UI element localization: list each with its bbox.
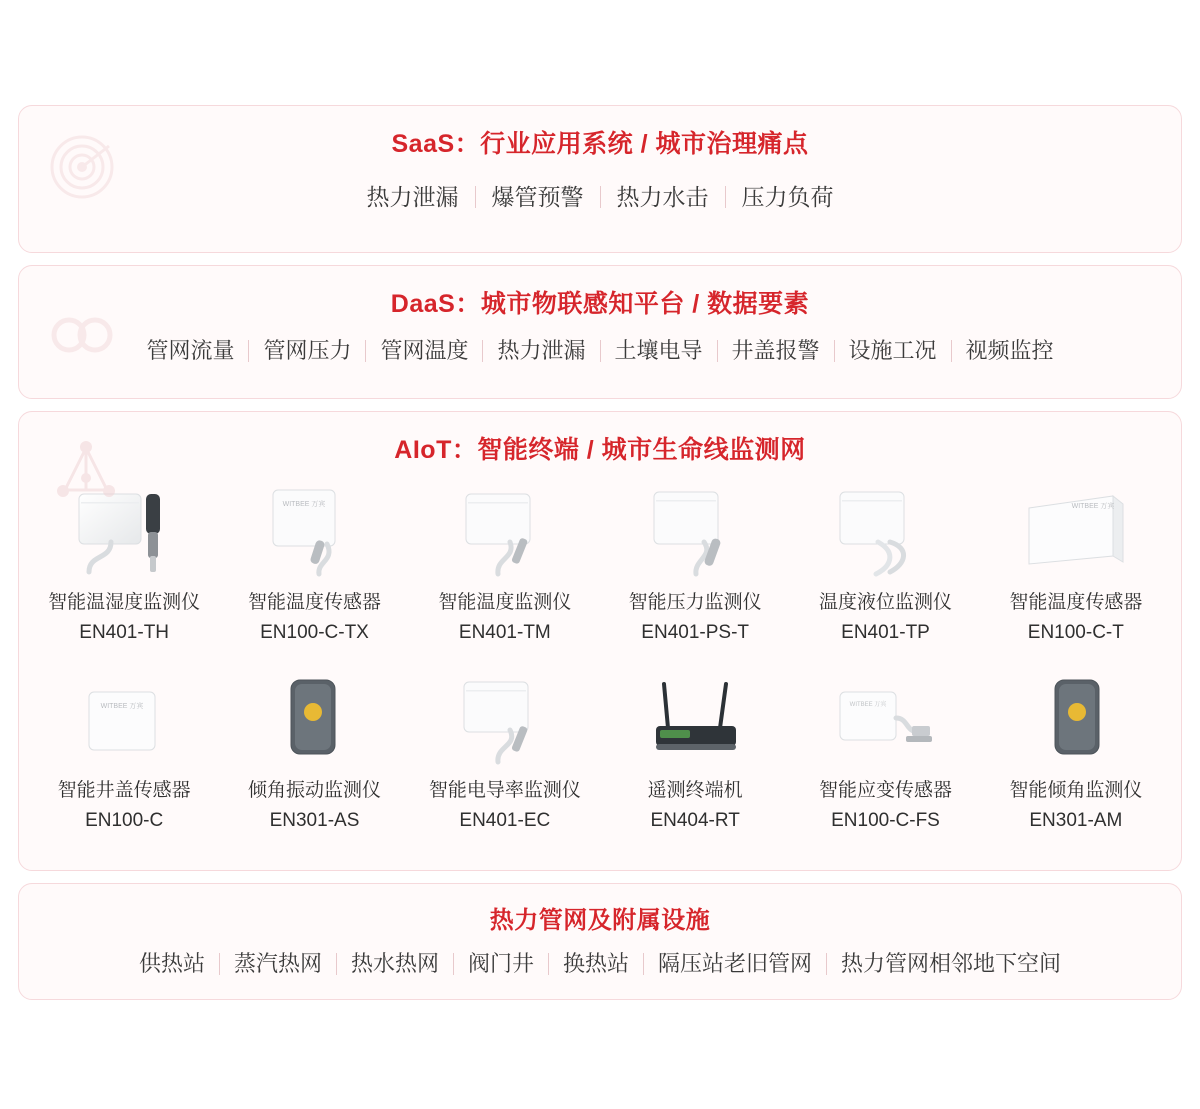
tier-label-daas: DaaS： xyxy=(390,290,481,318)
device-model: EN401-TM xyxy=(458,622,551,643)
device-card[interactable] xyxy=(219,664,409,846)
device-model: EN301-AS xyxy=(269,810,360,831)
device-name: 智能温度监测仪 xyxy=(438,592,572,613)
layer-panel-saas xyxy=(18,105,1182,253)
device-name: 温度液位监测仪 xyxy=(818,592,952,613)
daas-item[interactable]: 热力泄漏 xyxy=(497,338,586,363)
sensor-box-cable-icon xyxy=(412,482,598,578)
device-card[interactable] xyxy=(981,476,1171,658)
device-name: 智能电导率监测仪 xyxy=(428,780,581,801)
layer-panel-infrastructure xyxy=(18,883,1182,1000)
device-model: EN404-RT xyxy=(650,810,740,831)
infra-item-row xyxy=(19,941,1181,999)
tier-label-aiot: AIoT： xyxy=(394,436,478,464)
daas-item[interactable]: 视频监控 xyxy=(965,338,1054,363)
device-model: EN401-TP xyxy=(841,622,930,643)
device-name: 遥测终端机 xyxy=(647,780,743,801)
manhole-sensor-panel-icon xyxy=(31,670,217,766)
device-model: EN100-C-FS xyxy=(831,810,940,831)
title-text-daas: 城市物联感知平台 / 数据要素 xyxy=(480,290,810,318)
infra-item[interactable]: 阀门井 xyxy=(467,951,534,976)
daas-item[interactable]: 设施工况 xyxy=(848,338,937,363)
saas-item[interactable]: 爆管预警 xyxy=(491,184,584,210)
router-antenna-icon xyxy=(602,670,788,766)
saas-item[interactable]: 热力水击 xyxy=(616,184,709,210)
device-name: 智能温度传感器 xyxy=(1009,592,1143,613)
title-text-saas: 行业应用系统 / 城市治理痛点 xyxy=(480,130,809,158)
panel-title-daas xyxy=(19,266,1181,326)
device-model: EN100-C xyxy=(85,810,164,831)
panel-title-aiot xyxy=(19,412,1181,472)
layer-panel-daas xyxy=(18,265,1182,399)
device-card[interactable] xyxy=(981,664,1171,846)
device-grid xyxy=(19,472,1181,850)
device-name: 智能压力监测仪 xyxy=(628,592,762,613)
device-name: 智能温湿度监测仪 xyxy=(48,592,201,613)
saas-item-row xyxy=(19,166,1181,234)
strain-sensor-bracket-icon xyxy=(792,670,978,766)
layer-panel-aiot xyxy=(18,411,1182,871)
device-card[interactable] xyxy=(790,476,980,658)
daas-item[interactable]: 土壤电导 xyxy=(614,338,703,363)
device-name: 倾角振动监测仪 xyxy=(247,780,381,801)
sensor-box-pressure-icon xyxy=(602,482,788,578)
infra-item[interactable]: 蒸汽热网 xyxy=(233,951,322,976)
sensor-thick-panel-icon xyxy=(983,482,1169,578)
saas-item[interactable]: 热力泄漏 xyxy=(366,184,459,210)
device-name: 智能温度传感器 xyxy=(247,592,381,613)
infra-item[interactable]: 热力管网相邻地下空间 xyxy=(841,951,1062,976)
device-card[interactable] xyxy=(410,664,600,846)
daas-item[interactable]: 管网流量 xyxy=(146,338,235,363)
device-model: EN100-C-T xyxy=(1027,622,1124,643)
svg-text:WITBEE 万宾: WITBEE 万宾 xyxy=(1071,503,1115,510)
device-card[interactable] xyxy=(790,664,980,846)
device-card[interactable] xyxy=(410,476,600,658)
daas-item[interactable]: 管网压力 xyxy=(263,338,352,363)
device-name: 智能应变传感器 xyxy=(818,780,952,801)
tilt-vibration-box-icon xyxy=(221,670,407,766)
device-card[interactable] xyxy=(219,476,409,658)
tier-label-saas: SaaS： xyxy=(391,130,481,158)
device-model: EN401-PS-T xyxy=(641,622,749,643)
infra-item[interactable]: 换热站 xyxy=(563,951,630,976)
device-card[interactable] xyxy=(29,664,219,846)
infra-item[interactable]: 供热站 xyxy=(138,951,205,976)
device-model: EN100-C-TX xyxy=(260,622,369,643)
sensor-box-dual-cable-icon xyxy=(792,482,978,578)
title-text-aiot: 智能终端 / 城市生命线监测网 xyxy=(477,436,806,464)
device-card[interactable] xyxy=(600,664,790,846)
device-model: EN401-EC xyxy=(459,810,551,831)
tilt-monitor-box-icon xyxy=(983,670,1169,766)
svg-text:WITBEE 万宾: WITBEE 万宾 xyxy=(283,501,326,508)
panel-title-saas xyxy=(19,106,1181,166)
daas-item-row xyxy=(19,326,1181,388)
device-card[interactable] xyxy=(29,476,219,658)
device-name: 智能倾角监测仪 xyxy=(1009,780,1143,801)
device-name: 智能井盖传感器 xyxy=(57,780,191,801)
sensor-panel-cable-icon xyxy=(221,482,407,578)
saas-item[interactable]: 压力负荷 xyxy=(741,184,834,210)
panel-title-infrastructure: 热力管网及附属设施 xyxy=(489,907,711,934)
infra-item[interactable]: 热水热网 xyxy=(350,951,439,976)
conductivity-box-cable-icon xyxy=(412,670,598,766)
daas-item[interactable]: 管网温度 xyxy=(380,338,469,363)
infra-item[interactable]: 隔压站老旧管网 xyxy=(658,951,813,976)
device-model: EN401-TH xyxy=(79,622,170,643)
svg-text:WITBEE 万宾: WITBEE 万宾 xyxy=(100,703,144,710)
device-model: EN301-AM xyxy=(1029,810,1123,831)
svg-text:WITBEE 万宾: WITBEE 万宾 xyxy=(850,702,887,708)
device-card[interactable] xyxy=(600,476,790,658)
daas-item[interactable]: 井盖报警 xyxy=(731,338,820,363)
sensor-box-probe-icon xyxy=(31,482,217,578)
